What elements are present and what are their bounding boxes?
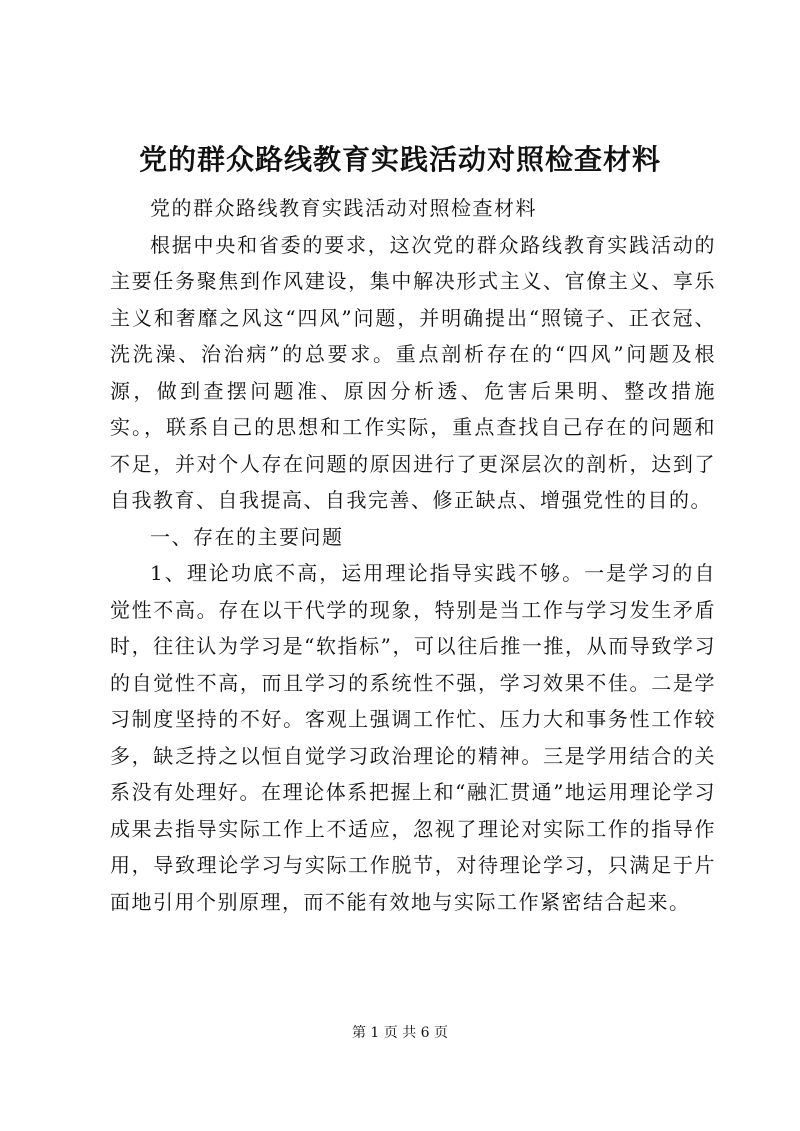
document-title: 党的群众路线教育实践活动对照检查材料	[138, 143, 661, 176]
section-paragraph: 1、理论功底不高，运用理论指导实践不够。一是学习的自觉性不高。存在以干代学的现象，特别是当工作与学习发生矛盾时，往往认为学习是“软指标”，可以往后推一推，从而导致学习的自觉性不高，而且学习的系统性不强，学习效果不佳。二是学习制度坚持的不好。客观上强调工作忙、压力大和事务性工作较多，缺乏持之以恒自觉学习政治理论的精神。三是学用结合的关系没有处理好。在理论体系把握上和“融汇贯通”地运用理论学习成果去指导实际工作上不适应，忽视了理论对实际工作的指导作用，导致理论学习与实际工作脱节，对待理论学习，只满足于片面地引用个别原理，而不能有效地与实际工作紧密结合起来。	[110, 561, 716, 914]
page-number-footer: 第 1 页 共 6 页	[351, 1025, 449, 1041]
document-body	[110, 190, 716, 920]
subtitle-paragraph: 党的群众路线教育实践活动对照检查材料	[150, 196, 537, 220]
section-heading: 一、存在的主要问题	[150, 524, 344, 549]
intro-paragraph: 根据中央和省委的要求，这次党的群众路线教育实践活动的主要任务聚焦到作风建设，集中解决形式主义、官僚主义、享乐主义和奢靡之风这“四风”问题，并明确提出“照镜子、正衣冠、洗洗澡、治治病”的总要求。重点剖析存在的“四风”问题及根源，做到查摆问题准、原因分析透、危害后果明、整改措施实。，联系自己的思想和工作实际，重点查找自己存在的问题和不足，并对个人存在问题的原因进行了更深层次的剖析，达到了自我教育、自我提高、自我完善、修正缺点、增强党性的目的。	[110, 232, 716, 512]
